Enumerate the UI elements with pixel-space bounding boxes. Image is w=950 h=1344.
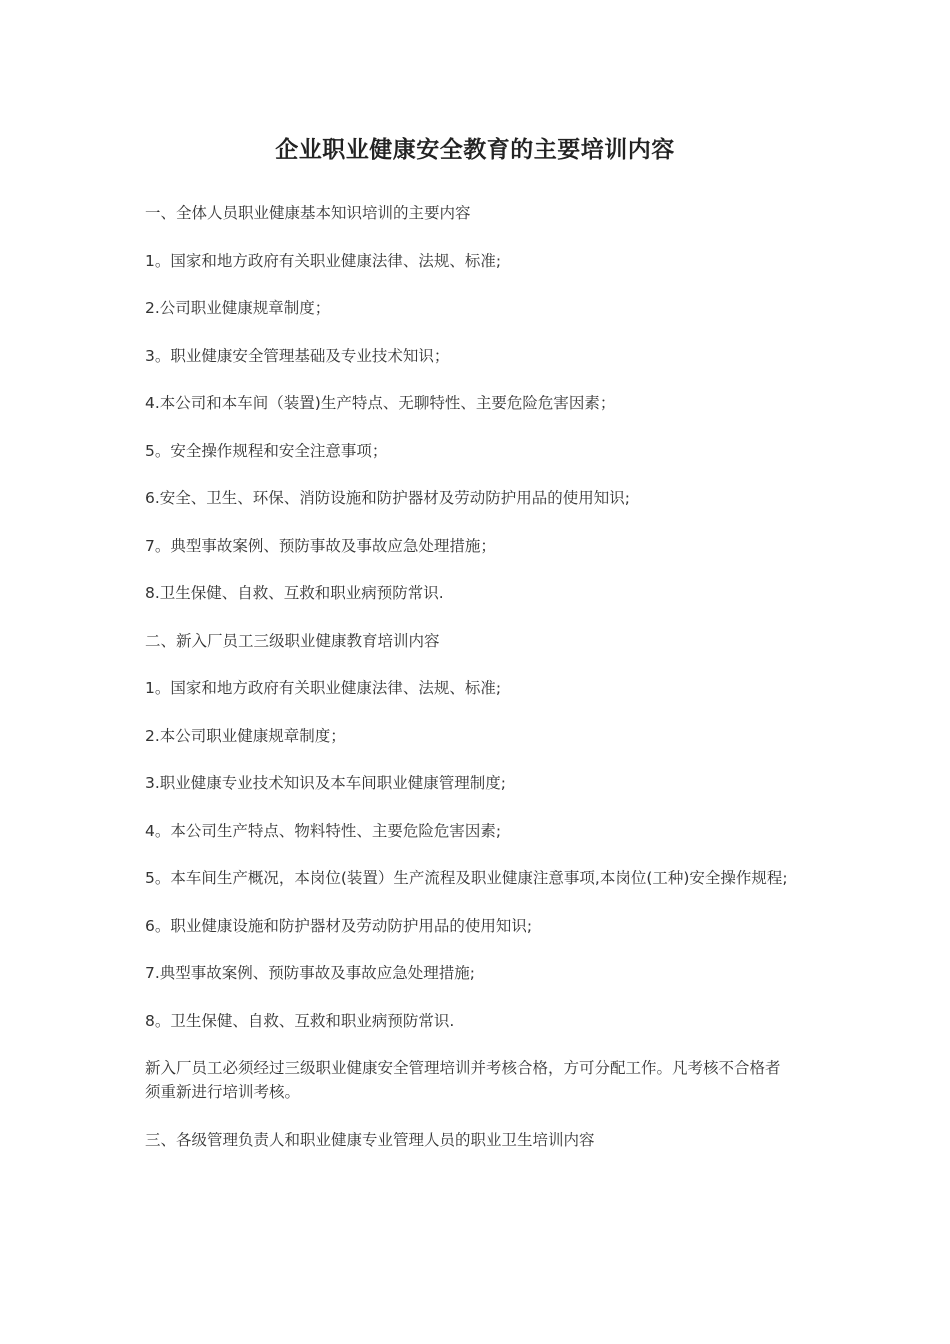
list-item: 8。卫生保健、自救、互救和职业病预防常识. — [145, 1011, 455, 1030]
list-item: 1。国家和地方政府有关职业健康法律、法规、标准; — [145, 251, 502, 270]
list-item: 5。本车间生产概况，本岗位(装置）生产流程及职业健康注意事项,本岗位(工种)安全操作规程; — [145, 869, 788, 887]
list-item: 1。国家和地方政府有关职业健康法律、法规、标准; — [145, 679, 502, 697]
document-body — [145, 201, 795, 1175]
list-item: 4.本公司和本车间（装置)生产特点、无聊特性、主要危险危害因素； — [145, 394, 616, 412]
list-item: 3.职业健康专业技术知识及本车间职业健康管理制度; — [145, 774, 507, 792]
document-title: 企业职业健康安全教育的主要培训内容 — [275, 137, 675, 163]
list-item: 5。安全操作规程和安全注意事项； — [145, 441, 388, 460]
section-heading-2: 二、新入厂员工三级职业健康教育培训内容 — [145, 631, 440, 650]
list-item: 8.卫生保健、自救、互救和职业病预防常识. — [145, 584, 444, 602]
list-item: 6。职业健康设施和防护器材及劳动防护用品的使用知识; — [145, 916, 533, 935]
list-item: 2.本公司职业健康规章制度； — [145, 726, 346, 745]
list-item: 3。职业健康安全管理基础及专业技术知识； — [145, 346, 450, 365]
note-paragraph: 新入厂员工必须经过三级职业健康安全管理培训并考核合格，方可分配工作。凡考核不合格者须重新进行培训考核。 — [145, 1059, 781, 1101]
list-item: 7。典型事故案例、预防事故及事故应急处理措施； — [145, 536, 496, 555]
list-item: 2.公司职业健康规章制度； — [145, 299, 331, 317]
list-item: 4。本公司生产特点、物料特性、主要危险危害因素; — [145, 821, 502, 840]
list-item: 7.典型事故案例、预防事故及事故应急处理措施; — [145, 964, 476, 982]
list-item: 6.安全、卫生、环保、消防设施和防护器材及劳动防护用品的使用知识; — [145, 489, 631, 507]
section-heading-3: 三、各级管理负责人和职业健康专业管理人员的职业卫生培训内容 — [145, 1130, 595, 1149]
section-heading-1: 一、全体人员职业健康基本知识培训的主要内容 — [145, 204, 471, 222]
